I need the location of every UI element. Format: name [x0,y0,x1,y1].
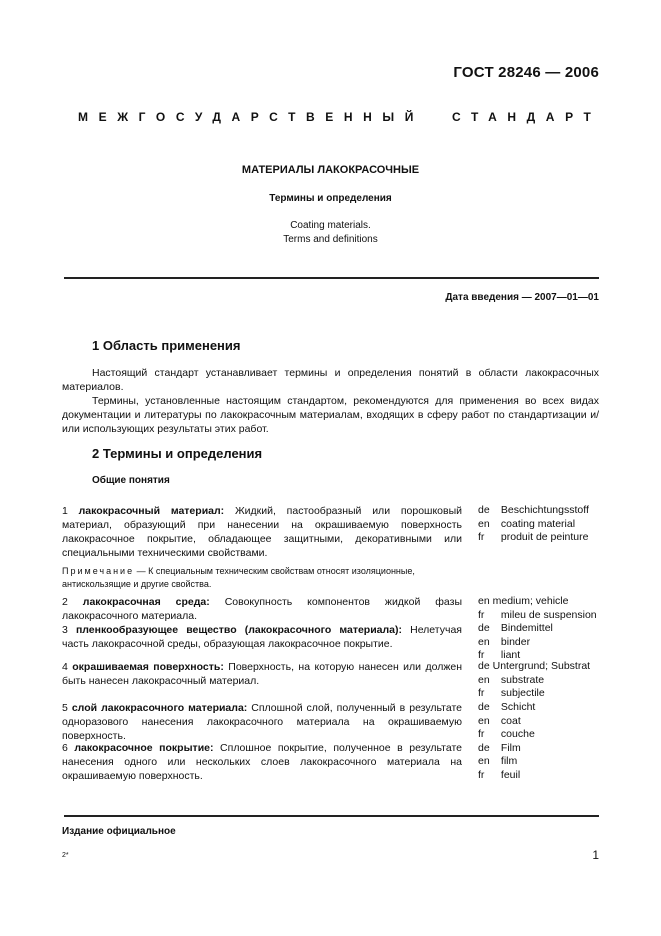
standard-code: ГОСТ 28246 — 2006 [453,64,599,81]
equivalent-de: de Schicht [478,701,536,713]
equivalent-fr: fr mileu de suspension [478,608,597,621]
equivalent-en: en binder [478,635,531,648]
equivalent-de: de Untergrund; Substrat [478,660,591,672]
equivalent-en: en medium; vehicle [478,595,569,607]
document-title: МАТЕРИАЛЫ ЛАКОКРАСОЧНЫЕ [241,164,420,176]
term-entry-6 [62,741,462,783]
section-2-heading: 2 Термины и определения [92,446,263,461]
term-definition: Совокупность компонентов жидкой фазы лакокрасочного материала. [62,596,462,622]
english-title-line-1: Coating materials. [290,220,371,231]
term-4-equivalents [478,660,590,701]
term-definition: Нелетучая часть лакокрасочной среды, образующая лакокрасочное покрытие. [62,624,462,650]
term-name: слой лакокрасочного материала: [71,702,248,714]
term-name: пленкообразующее вещество (лакокрасочного материала): [75,624,403,636]
section-2-subheading: Общие понятия [92,475,170,486]
section-1-heading: 1 Область применения [92,338,241,353]
document-subtitle: Термины и определения [269,193,392,204]
equivalent-en: en substrate [478,673,545,686]
term-definition: Сплошное покрытие, полученное в результате нанесения одного или нескольких слоев лакокрасочного материала на окрашиваемую поверхность. [62,742,463,782]
term-entry-1 [62,504,462,560]
header-divider [64,277,599,279]
term-number: 6 [62,742,68,754]
equivalent-en: en coat [478,714,521,727]
equivalent-de: de Bindemittel [478,622,553,634]
section-1-paragraph-1: Настоящий стандарт устанавливает термины и определения понятий в области лакокрасочных материалов. [62,367,599,393]
term-definition: Сплошной слой, полученный в результате одноразового нанесения лакокрасочного материала на окрашиваемую поверхность. [62,702,462,742]
equivalent-fr: fr subjectile [478,687,545,699]
equivalent-en: en film [478,755,518,767]
english-title [0,219,661,247]
term-number: 4 [62,661,68,673]
signature-mark: 2* [62,852,69,859]
effective-date: Дата введения — 2007—01—01 [445,292,599,303]
equivalent-en: en coating material [478,517,576,530]
term-number: 1 [62,505,68,517]
term-number: 3 [62,624,68,636]
equivalent-fr: fr couche [478,728,535,740]
term-1-equivalents [478,504,589,545]
term-number: 2 [62,596,68,608]
equivalent-fr: fr liant [478,649,521,661]
note-label: Примечание [62,566,135,576]
term-5-6-equivalents [478,701,535,782]
term-1-note [62,565,462,591]
interstate-word: МЕЖГОСУДАРСТВЕННЫЙ [78,110,424,124]
term-entry-4 [62,660,462,688]
note-text: — К специальным техническим свойствам относят изоляционные, антискользящие и другие свойства. [62,566,415,589]
term-entry-3 [62,623,462,651]
section-1-body [62,366,599,436]
term-name: окрашиваемая поверхность: [72,661,224,673]
official-edition-label: Издание официальное [62,826,176,837]
term-number: 5 [62,702,68,714]
term-name: лакокрасочное покрытие: [74,742,214,754]
equivalent-de: de Beschichtungsstoff [478,504,589,516]
term-definition: Жидкий, пастообразный или порошковый материал, образующий при нанесении на окрашиваемую поверхность лакокрасочное покрытие, обладающее защитными, декоративными или специальными техническими свойствами. [62,505,463,559]
term-2-3-equivalents [478,595,597,663]
term-entry-2 [62,595,462,623]
standard-word: СТАНДАРТ [451,110,602,124]
term-name: лакокрасочная среда: [82,596,210,608]
equivalent-de: de Film [478,741,521,754]
interstate-standard-label [78,110,601,124]
english-title-line-2: Terms and definitions [283,234,378,245]
page-number: 1 [592,848,599,862]
term-entry-5 [62,701,462,743]
footer-divider [64,815,599,817]
section-1-paragraph-2: Термины, установленные настоящим стандартом, рекомендуются для применения во всех видах документации и литературы по лакокрасочным материалам, входящих в сферу работ по стандартизации и/или использующих результаты этих работ. [62,395,599,435]
term-name: лакокрасочный материал: [78,505,225,517]
term-definition: Поверхность, на которую нанесен или должен быть нанесен лакокрасочный материал. [62,661,462,687]
equivalent-fr: fr produit de peinture [478,531,589,543]
equivalent-fr: fr feuil [478,768,521,781]
